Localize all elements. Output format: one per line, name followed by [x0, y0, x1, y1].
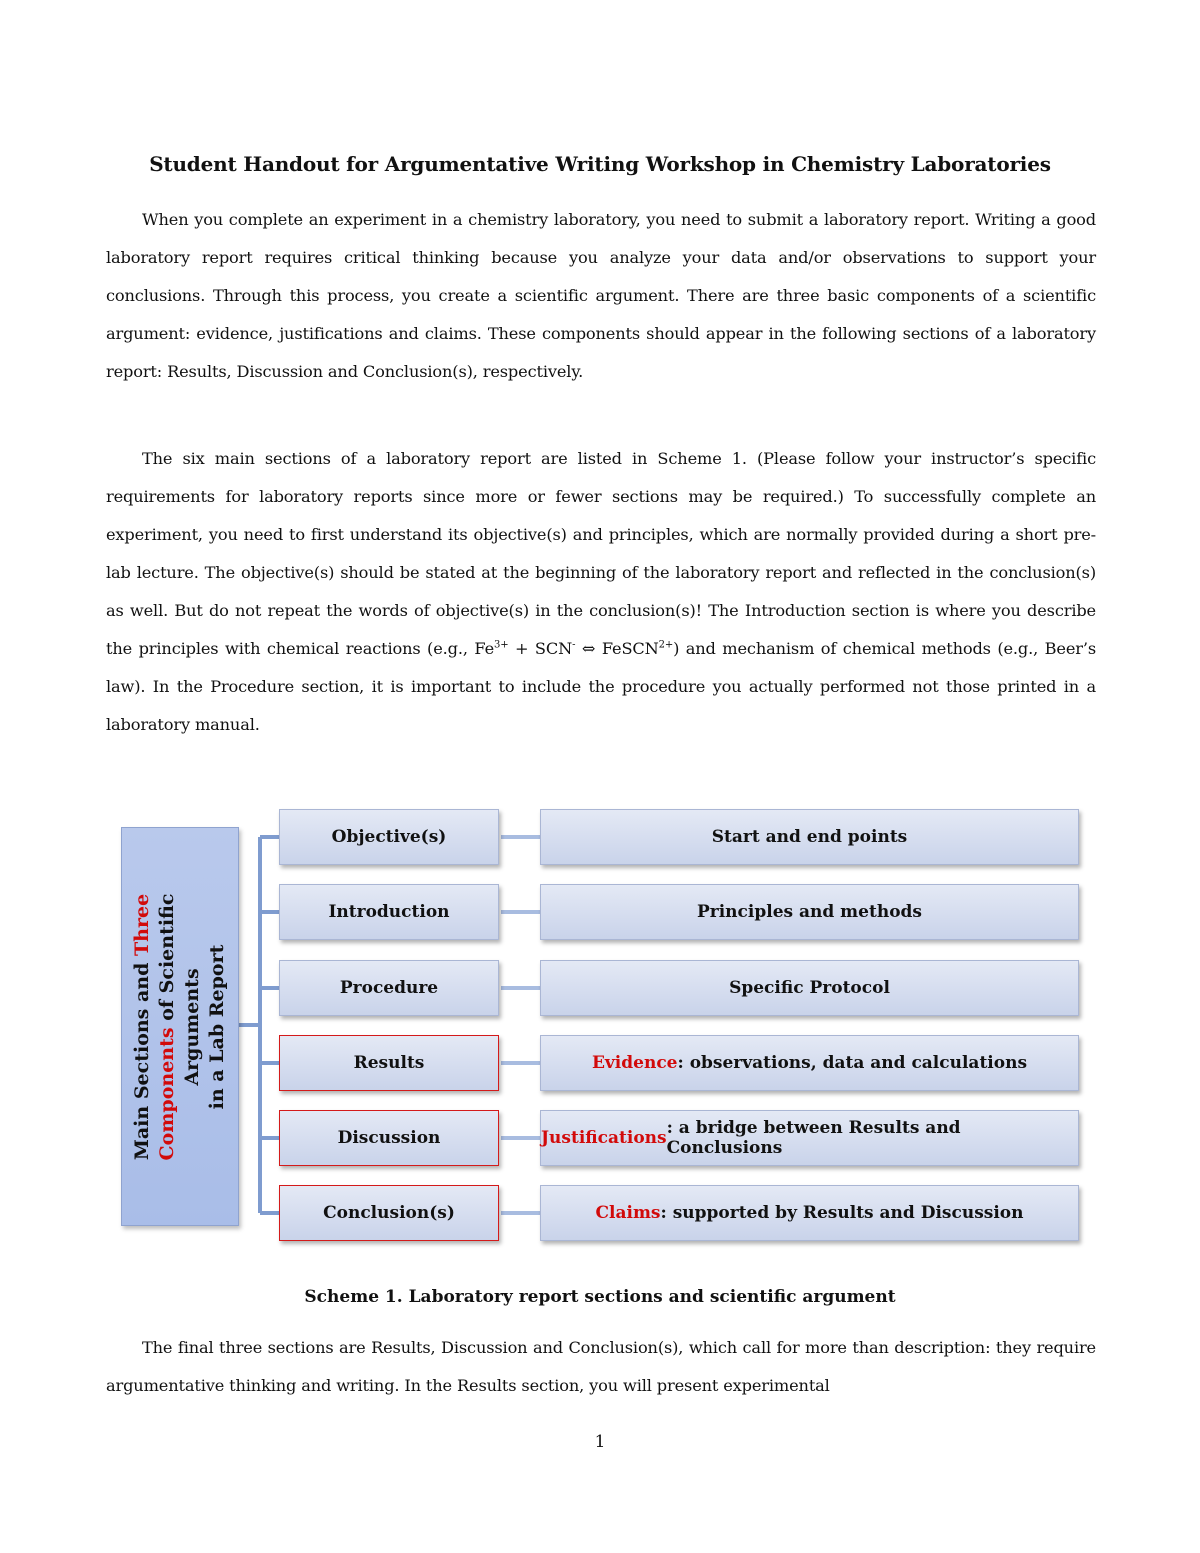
main-label-part3: in a Lab Report — [206, 944, 228, 1109]
desc-keyword-evidence: Evidence — [591, 1053, 678, 1073]
paragraph-intro: When you complete an experiment in a chemistry laboratory, you need to submit a laboratory report. Writing a good laboratory report requires critical thinking because you analyze your data and/or observations to support your conclusions. Through this process, you create a scientific argument. There are three basic components of a scientific argument: evidence, justifications and claims. These components should appear in the following sections of a laboratory report: Results, Discussion and Conclusion(s), respectively. — [106, 210, 1096, 381]
paragraph-sections-text-d: ) and mechanism of chemical methods (e.g., Beer’s law). In the Procedure section, it is important to include the procedure you actually performed not those printed in a laboratory manual. — [106, 639, 1096, 734]
desc-box-results — [540, 1035, 1079, 1091]
paragraph-sections-text-b: + SCN — [508, 639, 573, 658]
desc-box-introduction — [540, 884, 1079, 940]
scheme-main-label — [130, 832, 230, 1222]
desc-box-discussion — [540, 1110, 1079, 1166]
section-box-objectives: Objective(s) — [279, 809, 499, 865]
desc-text: : supported by Results and Discussion — [660, 1203, 1024, 1223]
desc-text: : observations, data and calculations — [677, 1053, 1028, 1073]
page-number: 1 — [594, 1432, 606, 1452]
desc-box-procedure — [540, 960, 1079, 1016]
superscript-fe-charge: 3+ — [494, 639, 509, 651]
desc-text: : a bridge between Results and Conclusions — [666, 1118, 961, 1158]
section-box-results: Results — [279, 1035, 499, 1091]
desc-keyword-justifications: Justifications — [541, 1128, 667, 1148]
desc-text: Specific Protocol — [729, 978, 890, 998]
desc-box-objectives — [540, 809, 1079, 865]
paragraph-sections-text-a: The six main sections of a laboratory report are listed in Scheme 1. (Please follow your instructor’s specific requirements for laboratory reports since more or fewer sections may be required.) To successfully complete an experiment, you need to first understand its objective(s) and principles, which are normally provided during a short pre-lab lecture. The objective(s) should be stated at the beginning of the laboratory report and reflected in the conclusion(s) as well. But do not repeat the words of objective(s) in the conclusion(s)! The Introduction section is where you describe the principles with chemical reactions (e.g., Fe — [106, 449, 1096, 658]
paragraph-final-sections: The final three sections are Results, Discussion and Conclusion(s), which call for more than description: they require argumentative thinking and writing. In the Results section, you will present experimental — [106, 1338, 1096, 1395]
paragraph-sections-text-c: ⇔ FeSCN — [575, 639, 659, 658]
scheme-caption: Scheme 1. Laboratory report sections and scientific argument — [304, 1287, 896, 1307]
section-box-discussion: Discussion — [279, 1110, 499, 1166]
desc-keyword-claims: Claims — [595, 1203, 661, 1223]
scheme-main-box — [121, 827, 239, 1226]
desc-text: Start and end points — [711, 827, 908, 847]
superscript-fescn-charge: 2+ — [658, 639, 674, 651]
main-label-components: Components — [156, 1026, 178, 1160]
paragraph-sections — [106, 440, 1096, 744]
superscript-scn-charge: - — [572, 639, 576, 651]
main-label-part1: Main Sections and — [131, 955, 153, 1160]
main-label-part2: of Scientific Arguments — [156, 893, 203, 1086]
main-label-three: Three — [131, 893, 153, 956]
document-title: Student Handout for Argumentative Writing Workshop in Chemistry Laboratories — [149, 152, 1051, 176]
section-box-procedure: Procedure — [279, 960, 499, 1016]
section-box-introduction: Introduction — [279, 884, 499, 940]
section-box-conclusions: Conclusion(s) — [279, 1185, 499, 1241]
desc-box-conclusions — [540, 1185, 1079, 1241]
desc-text: Principles and methods — [696, 902, 922, 922]
